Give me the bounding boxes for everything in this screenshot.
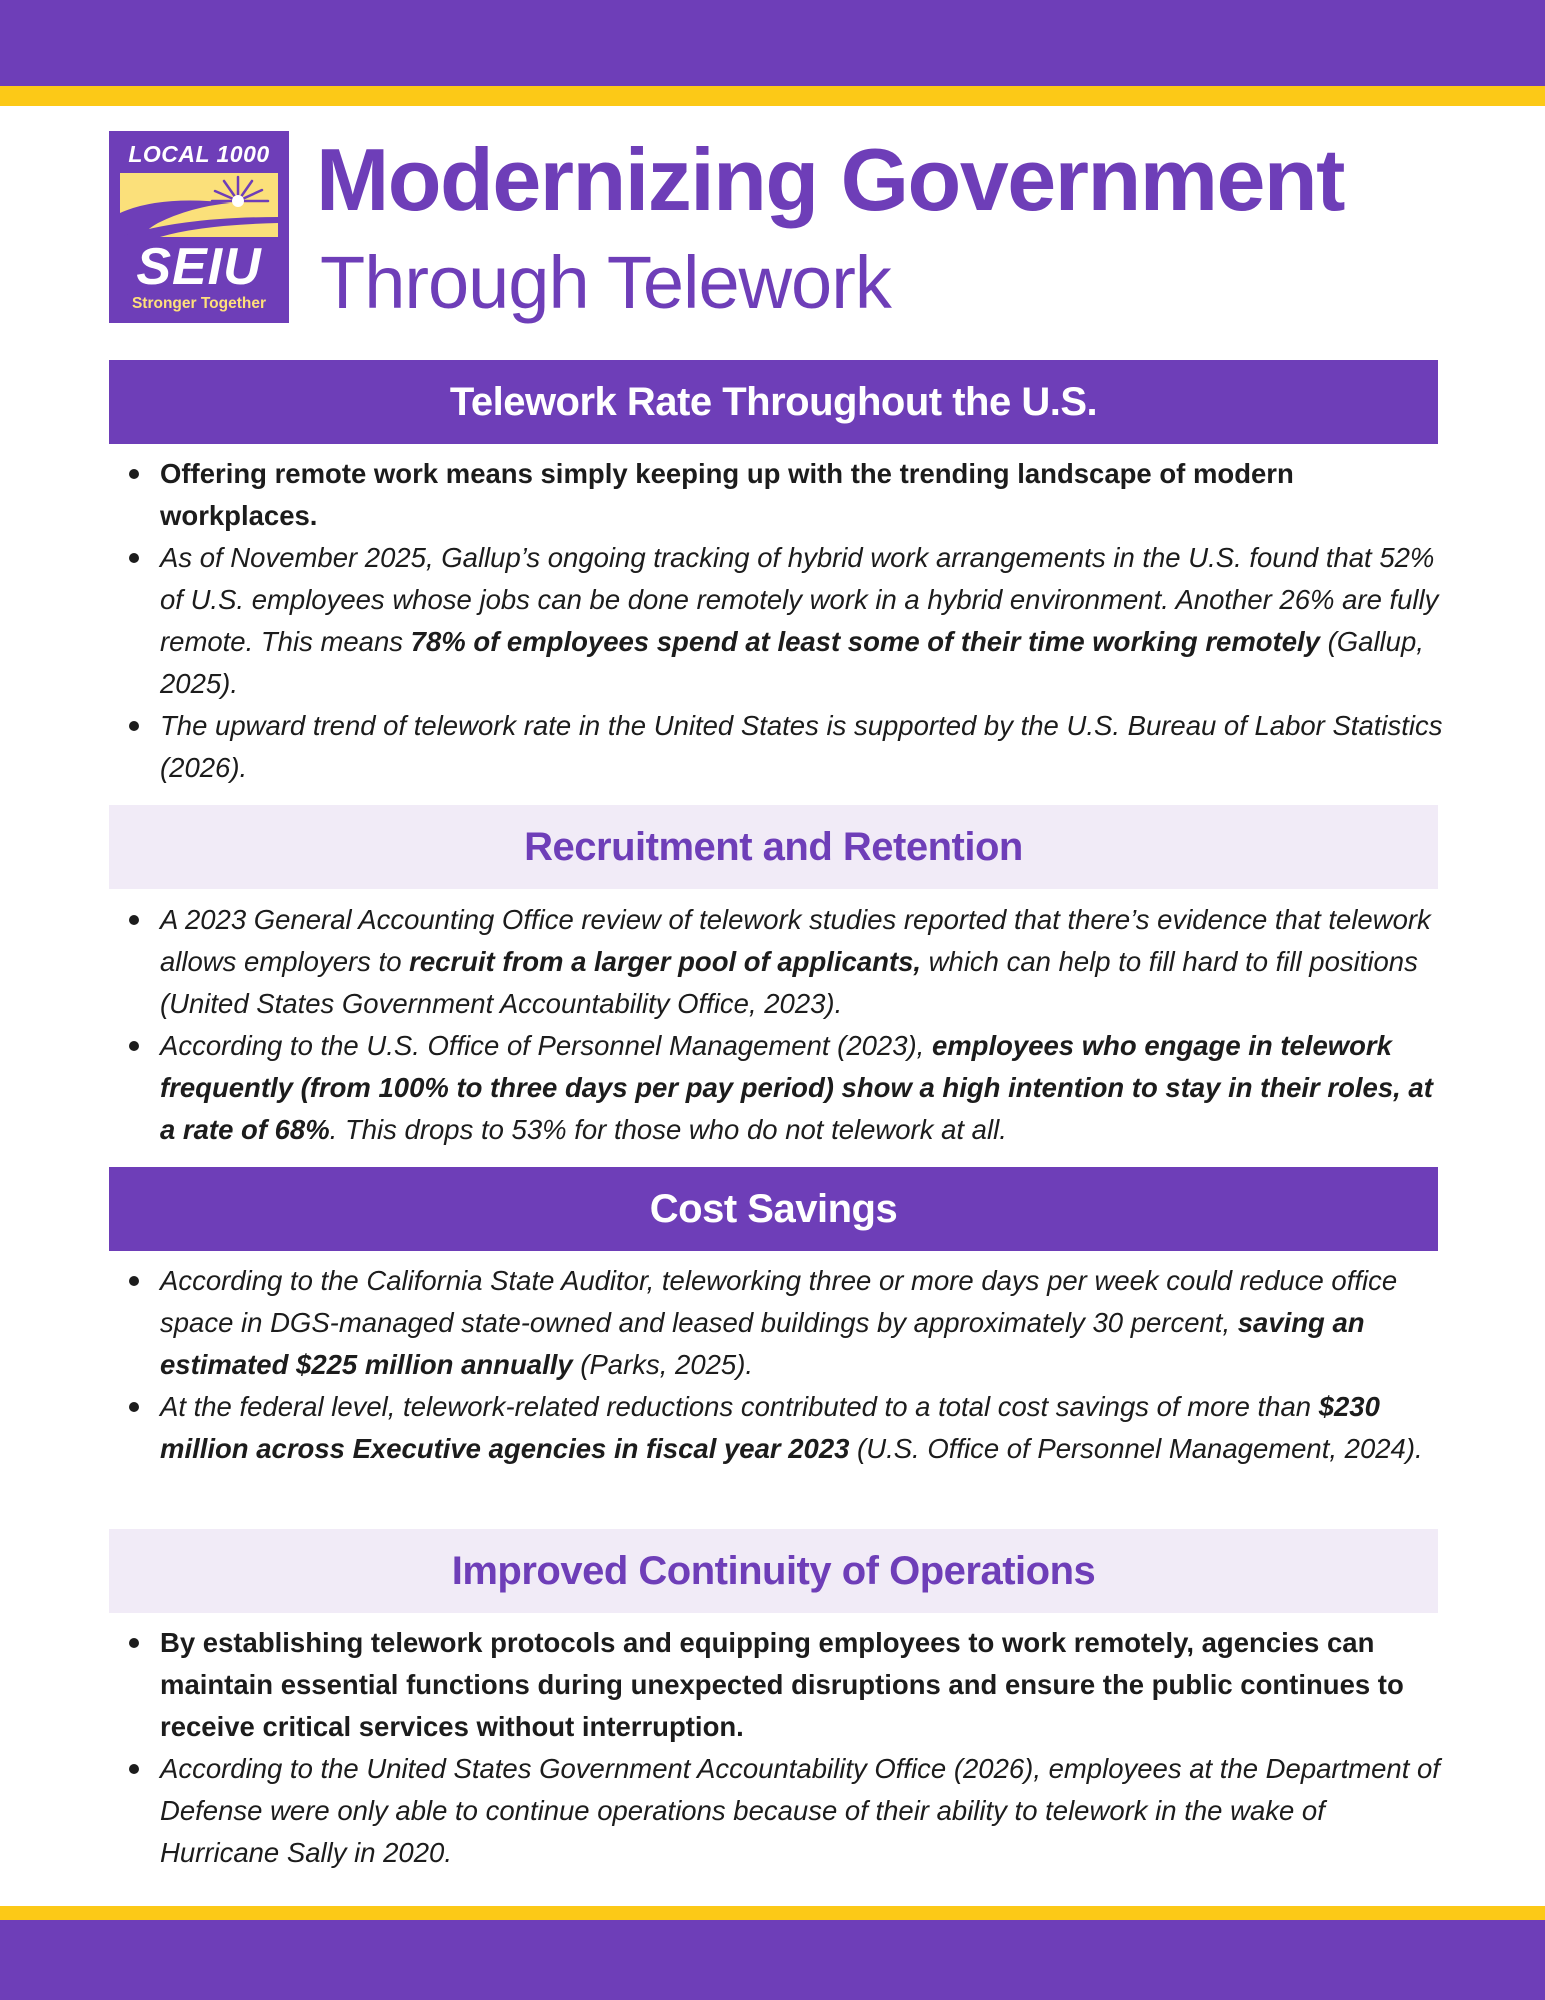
bottom-banner	[0, 1920, 1545, 2000]
seiu-logo	[109, 131, 289, 323]
recruitment-list	[120, 899, 1450, 1151]
top-accent-stripe	[0, 86, 1545, 106]
list-item: According to the U.S. Office of Personnel Management (2023), employees who engage in telework frequently (from 100% to three days per pay period) show a high intention to stay in their roles, at a rate of 68%. This drops to 53% for those who do not telework at all.	[120, 1025, 1450, 1151]
section-heading-continuity: Improved Continuity of Operations	[109, 1529, 1438, 1613]
logo-seiu-text: SEIU	[136, 238, 262, 296]
list-item: Offering remote work means simply keeping up with the trending landscape of modern workplaces.	[120, 453, 1450, 537]
cost-savings-list	[120, 1260, 1450, 1470]
page-subtitle: Through Telework	[320, 241, 891, 324]
logo-local-text: LOCAL 1000	[128, 141, 270, 167]
bottom-accent-stripe	[0, 1906, 1545, 1920]
logo-tagline: Stronger Together	[131, 295, 267, 312]
list-item: At the federal level, telework-related reductions contributed to a total cost savings of more than $230 million across Executive agencies in fiscal year 2023 (U.S. Office of Personnel Management, 2024).	[120, 1386, 1450, 1470]
telework-rate-list	[120, 453, 1450, 789]
page-title: Modernizing Government	[316, 130, 1344, 229]
list-item: The upward trend of telework rate in the United States is supported by the U.S. Bureau of Labor Statistics (2026).	[120, 705, 1450, 789]
list-item: According to the California State Auditor, teleworking three or more days per week could reduce office space in DGS-managed state-owned and leased buildings by approximately 30 percent, saving an estimated $225 million annually (Parks, 2025).	[120, 1260, 1450, 1386]
continuity-list	[120, 1622, 1450, 1874]
sunrise-icon	[120, 173, 278, 237]
list-item: As of November 2025, Gallup’s ongoing tracking of hybrid work arrangements in the U.S. found that 52% of U.S. employees whose jobs can be done remotely work in a hybrid environment. Another 26% are fully remote. This means 78% of employees spend at least some of their time working remotely (Gallup, 2025).	[120, 537, 1450, 705]
section-heading-recruitment: Recruitment and Retention	[109, 805, 1438, 889]
section-heading-cost-savings: Cost Savings	[109, 1167, 1438, 1251]
list-item: By establishing telework protocols and equipping employees to work remotely, agencies can maintain essential functions during unexpected disruptions and ensure the public continues to receive critical services without interruption.	[120, 1622, 1450, 1748]
top-banner	[0, 0, 1545, 86]
list-item: According to the United States Government Accountability Office (2026), employees at the Department of Defense were only able to continue operations because of their ability to telework in the wake of Hurricane Sally in 2020.	[120, 1748, 1450, 1874]
list-item: A 2023 General Accounting Office review of telework studies reported that there’s evidence that telework allows employers to recruit from a larger pool of applicants, which can help to fill hard to fill positions (United States Government Accountability Office, 2023).	[120, 899, 1450, 1025]
section-heading-telework-rate: Telework Rate Throughout the U.S.	[109, 360, 1438, 444]
